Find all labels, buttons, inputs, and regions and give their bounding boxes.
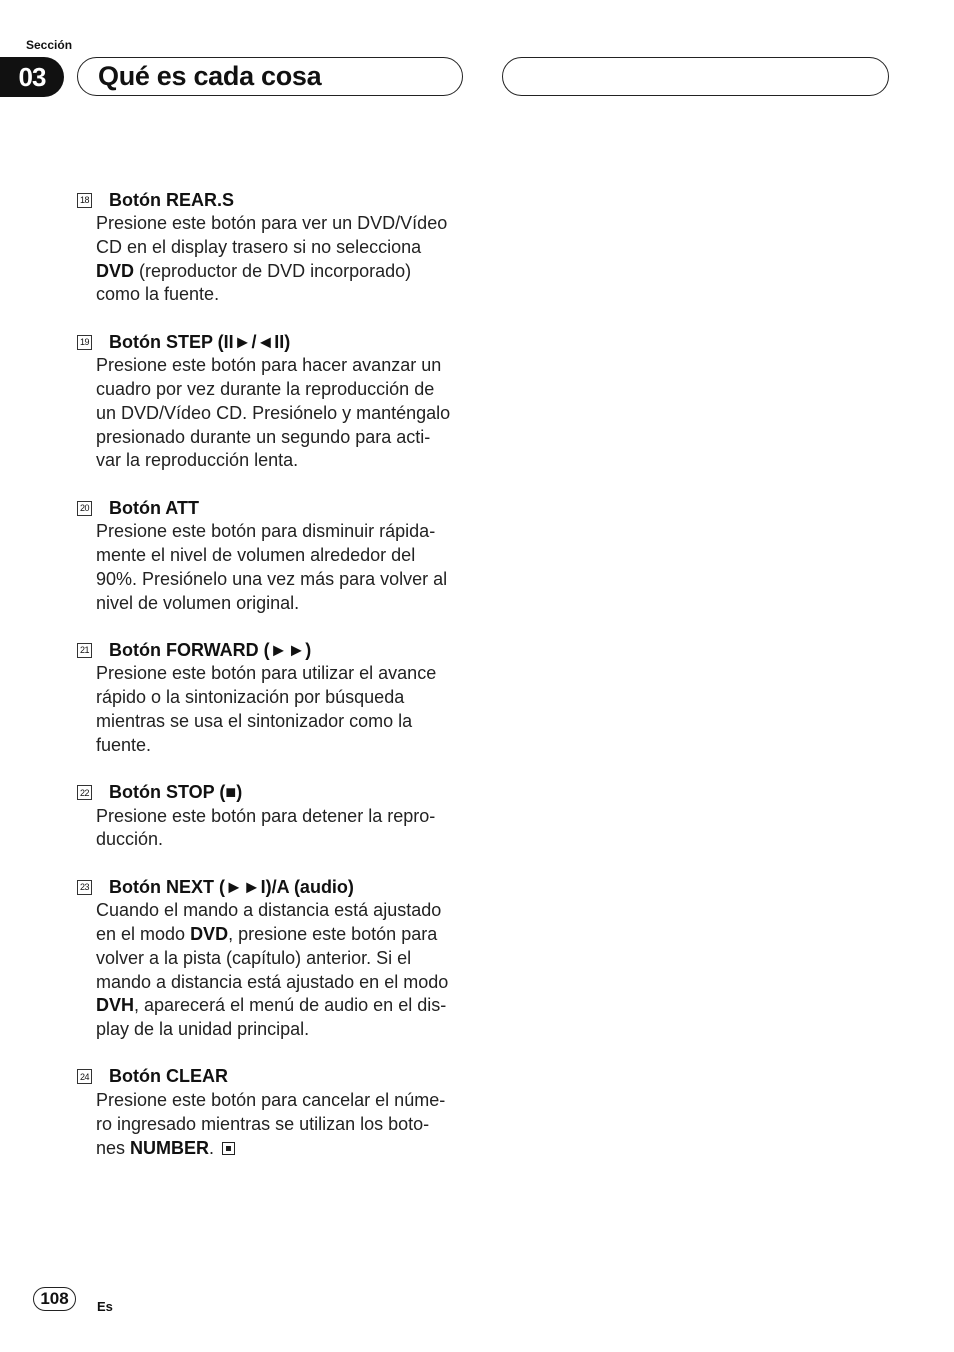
text-line: mente el nivel de volumen alrededor del: [96, 544, 416, 565]
text-line: fuente.: [96, 734, 152, 755]
text-line: Presione este botón para ver un DVD/Vídeo: [96, 213, 448, 233]
item-title: Botón STEP (II►/◄II): [109, 331, 291, 352]
text-line: un DVD/Vídeo CD. Presiónelo y manténgalo: [96, 402, 451, 423]
list-item: [77, 330, 477, 473]
item-title: Botón STOP (■): [109, 782, 243, 803]
item-number: 20: [77, 501, 92, 516]
text-line: [96, 994, 477, 1018]
item-title: Botón CLEAR: [109, 1066, 228, 1087]
list-item: [77, 496, 477, 615]
item-number: 18: [77, 193, 92, 208]
page-title: Qué es cada cosa: [98, 61, 322, 91]
text-line: 90%. Presiónelo una vez más para volver al: [96, 568, 448, 589]
text-line: Presione este botón para hacer avanzar un: [96, 355, 442, 376]
item-number: 22: [77, 785, 92, 800]
item-description: [96, 354, 477, 473]
item-number: 23: [77, 880, 92, 895]
item-number: 19: [77, 335, 92, 350]
item-number: 24: [77, 1069, 92, 1084]
text-fragment: , presione este botón para: [228, 923, 438, 944]
text-fragment: (reproductor de DVD incorporado): [134, 260, 412, 281]
text-line: [96, 260, 477, 284]
bold-term: DVD: [190, 923, 229, 944]
item-heading: [77, 875, 477, 899]
item-heading: [77, 496, 477, 520]
header-empty-frame: [502, 57, 889, 96]
item-title: Botón NEXT (►►I)/A (audio): [109, 876, 354, 897]
text-line: mando a distancia está ajustado en el modo: [96, 971, 449, 992]
item-heading: [77, 638, 477, 662]
item-heading: [77, 330, 477, 354]
language-code: Es: [97, 1299, 113, 1314]
text-line: Cuando el mando a distancia está ajustado: [96, 900, 442, 921]
list-item: [77, 1065, 477, 1160]
item-description: [96, 662, 477, 757]
list-item: [77, 781, 477, 853]
page-number: 108: [33, 1287, 76, 1311]
item-description: [96, 520, 477, 615]
text-line: rápido o la sintonización por búsqueda: [96, 687, 405, 708]
text-fragment: en el modo: [96, 923, 191, 944]
list-item: [77, 188, 477, 307]
text-line: ro ingresado mientras se utilizan los boto-: [96, 1113, 430, 1134]
item-description: [96, 212, 477, 307]
text-fragment: .: [209, 1137, 215, 1158]
text-line: play de la unidad principal.: [96, 1019, 310, 1040]
text-line: mientras se usa el sintonizador como la: [96, 710, 413, 731]
text-line: [96, 1137, 477, 1161]
page-title-frame: [77, 57, 463, 96]
item-heading: [77, 188, 477, 212]
bold-term: DVD: [96, 260, 135, 281]
list-item: [77, 638, 477, 757]
item-number: 21: [77, 643, 92, 658]
item-list: [77, 188, 477, 1183]
text-line: presionado durante un segundo para acti-: [96, 426, 431, 447]
text-line: como la fuente.: [96, 284, 220, 305]
end-mark-icon: [222, 1142, 235, 1155]
text-line: cuadro por vez durante la reproducción de: [96, 378, 435, 399]
item-title: Botón REAR.S: [109, 189, 234, 210]
text-line: Presione este botón para disminuir rápida-: [96, 521, 436, 542]
item-description: [96, 899, 477, 1042]
bold-term: NUMBER: [130, 1137, 210, 1158]
section-label: Sección: [26, 38, 73, 52]
list-item: [77, 875, 477, 1042]
item-description: [96, 805, 477, 853]
text-line: volver a la pista (capítulo) anterior. Si el: [96, 947, 412, 968]
text-line: Presione este botón para detener la repro-: [96, 805, 436, 826]
item-heading: [77, 781, 477, 805]
item-description: [96, 1089, 477, 1160]
text-line: nivel de volumen original.: [96, 592, 300, 613]
text-line: var la reproducción lenta.: [96, 450, 299, 471]
text-line: ducción.: [96, 829, 164, 850]
item-title: Botón ATT: [109, 497, 199, 518]
bold-term: DVH: [96, 995, 135, 1016]
text-line: CD en el display trasero si no selecciona: [96, 236, 422, 257]
text-fragment: nes: [96, 1137, 131, 1158]
text-fragment: , aparecerá el menú de audio en el dis-: [134, 995, 447, 1016]
item-title: Botón FORWARD (►►): [109, 639, 312, 660]
text-line: Presione este botón para cancelar el núme-: [96, 1089, 446, 1110]
item-heading: [77, 1065, 477, 1089]
text-line: Presione este botón para utilizar el avance: [96, 663, 437, 684]
section-number-badge: 03: [0, 57, 64, 97]
text-line: [96, 923, 477, 947]
